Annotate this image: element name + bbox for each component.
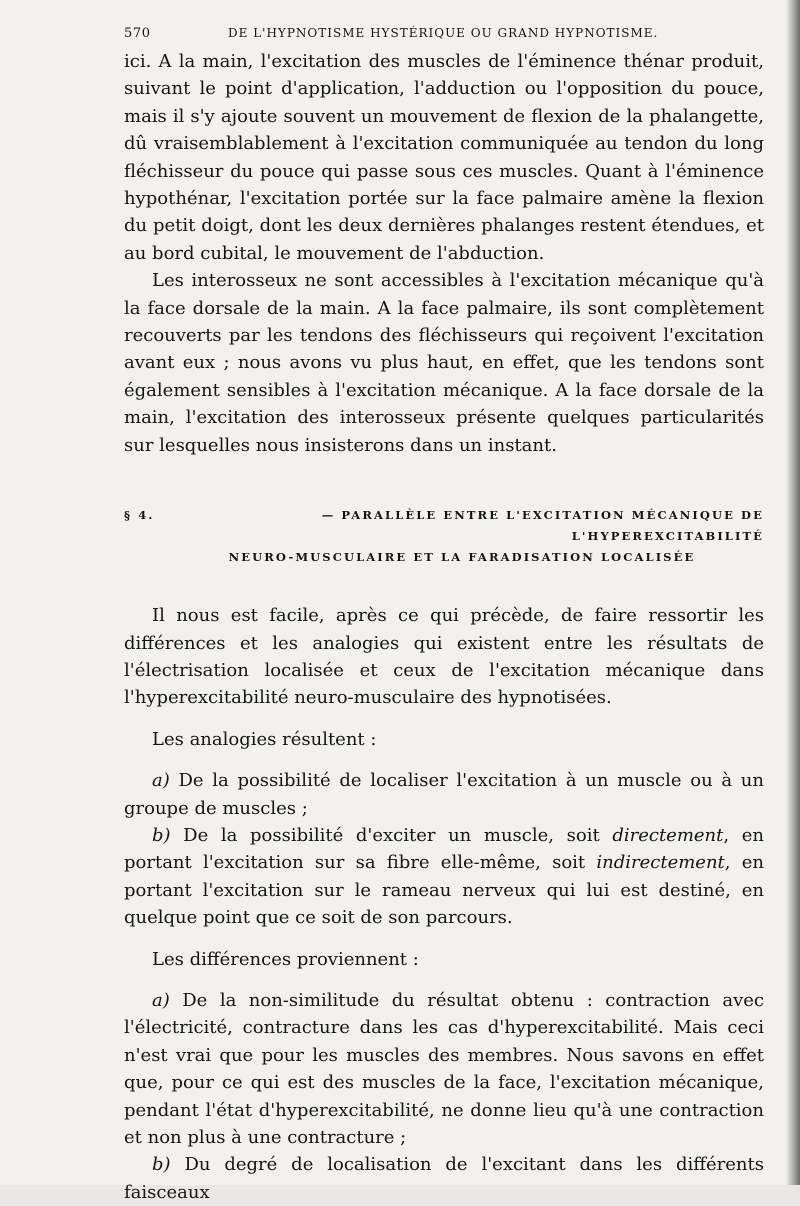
analogy-b-emphasis-directement: directement xyxy=(612,824,724,846)
running-title: DE L'HYPNOTISME HYSTÉRIQUE OU GRAND HYPNOTISME. xyxy=(228,26,659,40)
paragraph-thenar: ici. A la main, l'excitation des muscles de l'éminence thénar produit, suivant le point d'application, l'adduction ou l'opposition du pouce, mais il s'y ajoute souvent un mouvement de flexion de la phalangette, dû vraisemblablement à l'excitation communiquée au tendon du long fléchisseur du pouce qui passe sous ces muscles. Quant à l'éminence hypothénar, l'excitation portée sur la face palmaire amène la flexion du petit doigt, dont les deux dernières phalanges restent étendues, et au bord cubital, le mouvement de l'abduction. xyxy=(124,51,764,264)
difference-a xyxy=(124,987,764,1151)
analogy-b-text-pre: De la possibilité d'exciter un muscle, soit xyxy=(183,824,600,846)
difference-a-label: a) xyxy=(152,989,170,1011)
paragraph-interosseux: Les interosseux ne sont accessibles à l'excitation mécanique qu'à la face dorsale de la main. A la face palmaire, ils sont complètement recouverts par les tendons des fléchisseurs qui reçoivent l'excitation avant eux ; nous avons vu plus haut, en effet, que les tendons sont également sensibles à l'excitation mécanique. A la face dorsale de la main, l'excitation des interosseux présente quelques particularités sur lesquelles nous insisterons dans un instant. xyxy=(124,270,764,456)
analogy-a-text: De la possibilité de localiser l'excitation à un muscle ou à un groupe de muscles ; xyxy=(124,770,764,819)
page-content xyxy=(124,26,764,1206)
page-number: 570 xyxy=(124,26,151,41)
page-edge-shadow xyxy=(786,0,800,1185)
analogy-b xyxy=(124,822,764,932)
analogy-b-label: b) xyxy=(152,824,171,846)
analogy-b-text-post: , en portant l'excitation sur le rameau nerveux qui lui est destiné, en quelque point que ce soit de son parcours. xyxy=(124,852,764,929)
differences-intro: Les différences proviennent : xyxy=(152,948,419,970)
paragraph-intro: Il nous est facile, après ce qui précède, de faire ressortir les différences et les analogies qui existent entre les résultats de l'électrisation localisée et ceux de l'excitation mécanique dans l'hyperexcitabilité neuro-musculaire des hypnotisées. xyxy=(124,605,764,709)
section-heading xyxy=(124,505,764,568)
difference-a-text: De la non-similitude du résultat obtenu : contraction avec l'électricité, contracture dans les cas d'hyperexcitabilité. Mais ceci n'est vrai que pour les muscles des membres. Nous savons en effet que, pour ce qui est des muscles de la face, l'excitation mécanique, pendant l'état d'hyperexcitabilité, ne donne lieu qu'à une contraction et non plus à une contracture ; xyxy=(124,989,764,1148)
analogies-intro: Les analogies résultent : xyxy=(152,728,377,750)
section-title-line2: NEURO-MUSCULAIRE ET LA FARADISATION LOCALISÉE xyxy=(228,550,696,565)
difference-b-text: Du degré de localisation de l'excitant dans les différents faisceaux xyxy=(124,1154,764,1203)
section-symbol: § 4. xyxy=(124,508,155,523)
analogy-a-label: a) xyxy=(152,770,170,792)
analogy-b-text-mid: , en portant l'excitation sur sa fibre elle-même, soit xyxy=(124,824,764,874)
section-title-line1: — PARALLÈLE ENTRE L'EXCITATION MÉCANIQUE DE L'HYPEREXCITABILITÉ xyxy=(321,508,764,544)
difference-b xyxy=(124,1151,764,1206)
difference-b-label: b) xyxy=(152,1154,171,1176)
running-head xyxy=(124,26,764,48)
analogy-a xyxy=(124,767,764,822)
analogy-b-emphasis-indirectement: indirectement xyxy=(596,852,725,874)
